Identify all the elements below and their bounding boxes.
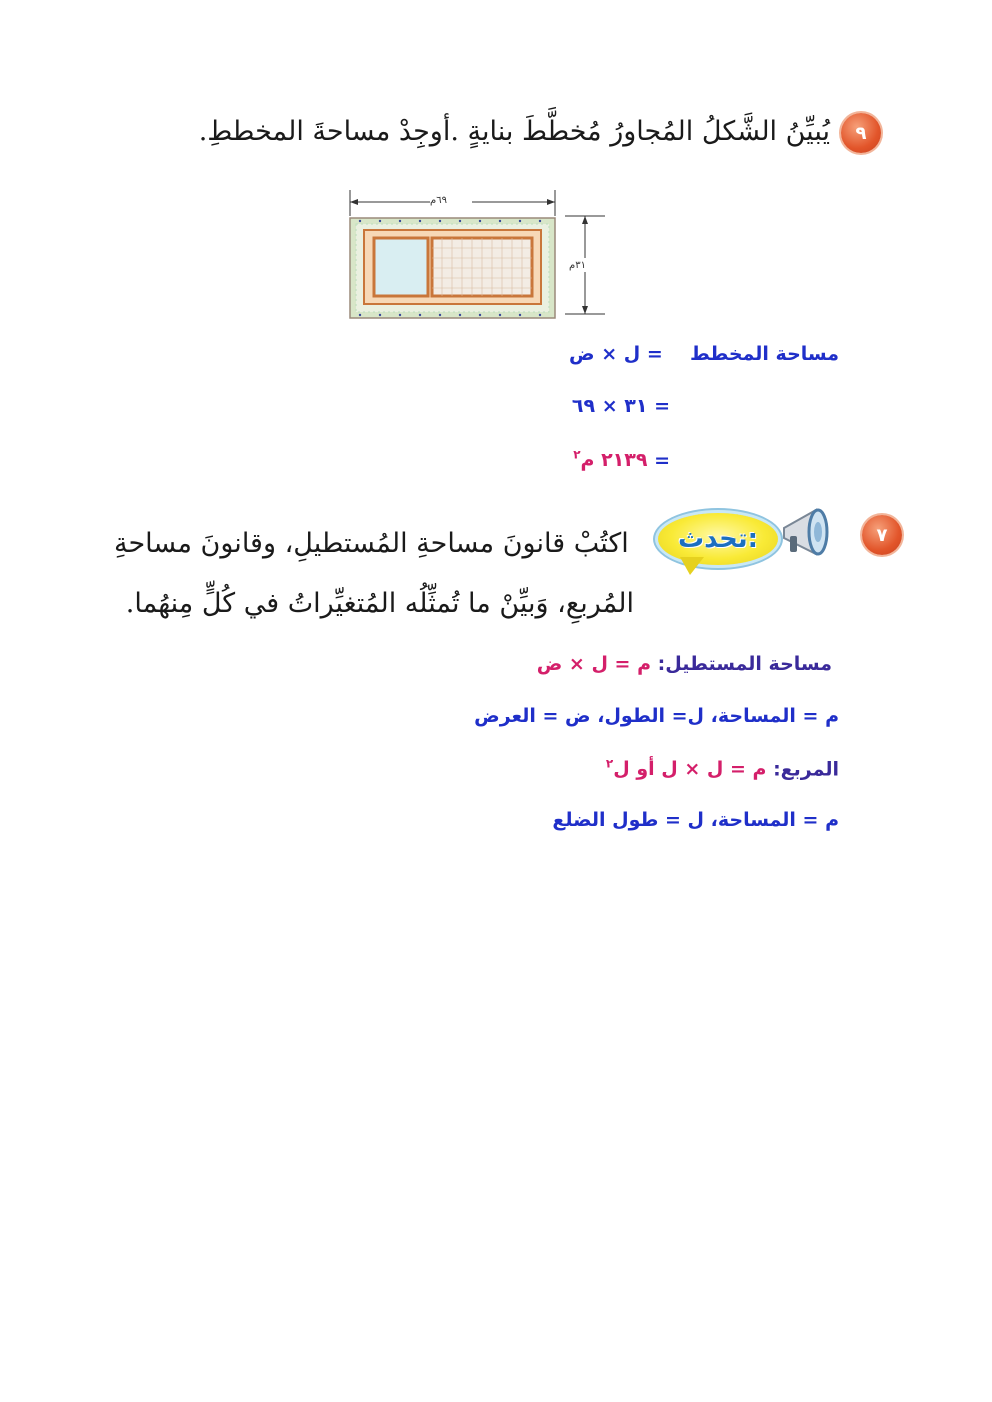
answer2-square-vars: م = المساحة، ل = طول الضلع — [552, 809, 839, 831]
answer1-formula: = ل × ض — [569, 343, 663, 365]
square-label: المربع: — [773, 758, 839, 781]
square-formula: م = ل × ل أو ل$^٢$ — [605, 757, 767, 781]
talk-label-bubble — [658, 513, 778, 565]
answer2-square-formula-line — [606, 757, 839, 780]
answer1-line2: = ٣١ × ٦٩ — [571, 395, 670, 417]
question-text-line1: اكتُبْ قانونَ مساحةِ المُستطيلِ، وقانونَ مساحةِ — [114, 528, 629, 559]
question-text-line2: المُربعِ، وَبيِّنْ ما تُمثِّلُه المُتغيِّراتُ في كُلٍّ مِنهُما. — [125, 588, 634, 619]
answer2-rect-formula-line — [537, 653, 832, 675]
question-number-badge — [862, 515, 902, 555]
talk-label: تحدث: — [677, 524, 759, 554]
answer1-label: مساحة المخطط — [690, 343, 839, 365]
question-number: ٧ — [876, 524, 888, 546]
question-number: ٩ — [855, 122, 867, 144]
rect-label: مساحة المستطيل: — [657, 653, 832, 675]
talk-bubble-tail — [680, 557, 704, 575]
building-plan-figure — [340, 188, 610, 323]
answer1-equals: = — [654, 449, 670, 472]
question-number-badge — [841, 113, 881, 153]
rect-formula: م = ل × ض — [536, 653, 652, 675]
question-text: يُبيِّنُ الشَّكلُ المُجاورُ مُخطَّطَ بنايةٍ .أوجِدْ مساحةَ المخططِ. — [198, 116, 830, 147]
figure-width-label: ٦٩م — [430, 195, 447, 206]
answer1-line1 — [569, 343, 839, 365]
answer1-result: ٢١٣٩ م$^٢$ — [573, 448, 648, 472]
answer2-rect-vars: م = المساحة، ل= الطول، ض = العرض — [474, 705, 839, 727]
megaphone-icon — [778, 502, 840, 564]
answer1-line3 — [573, 448, 670, 471]
figure-height-label: ٣١م — [569, 260, 586, 271]
